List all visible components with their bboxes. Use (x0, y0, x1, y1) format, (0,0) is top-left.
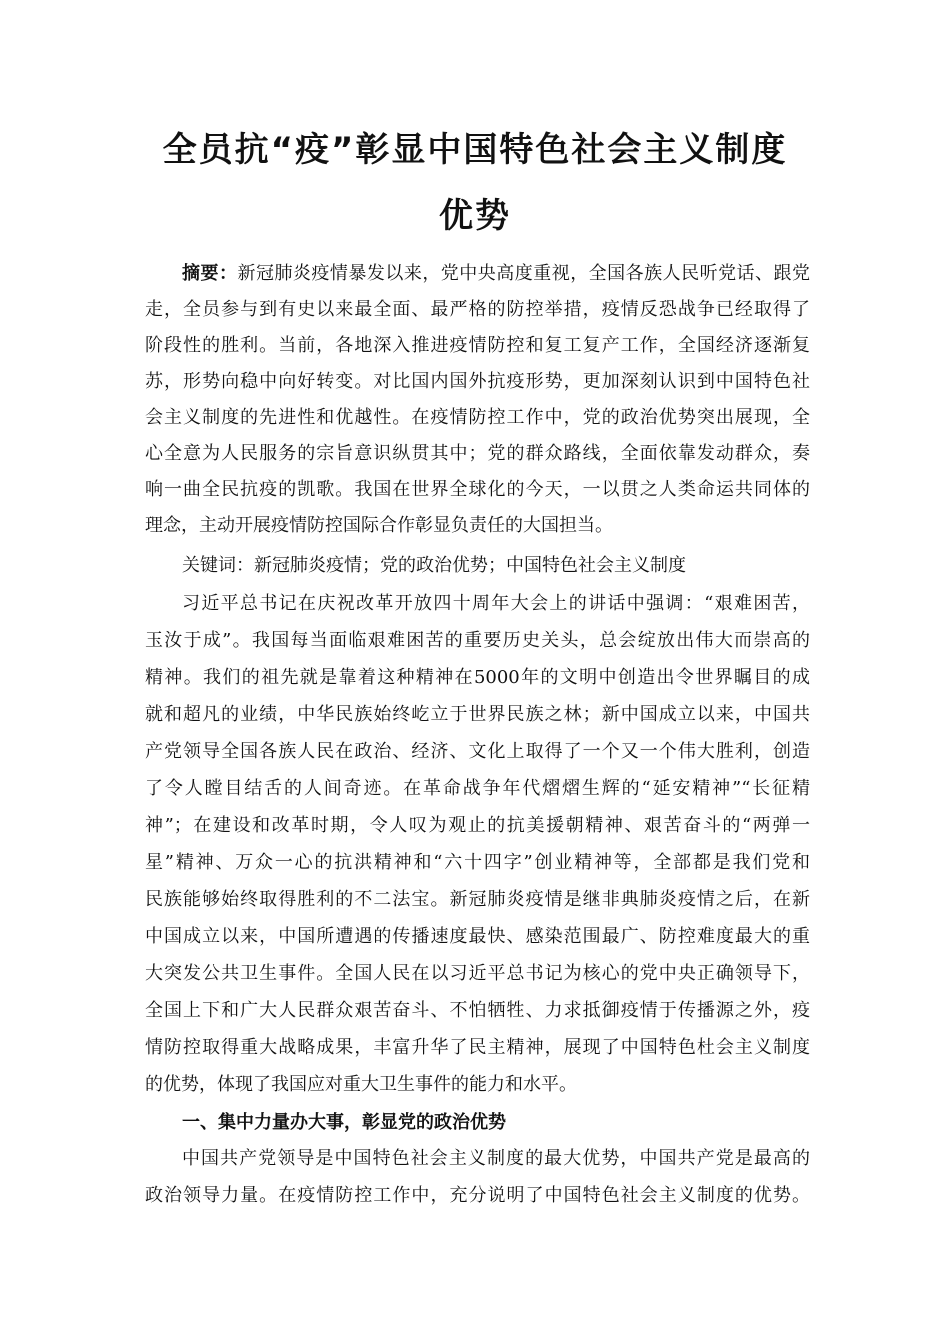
abstract-line: 走，全员参与到有史以来最全面、最严格的防控举措，疫情反恐战争已经取得了 (145, 299, 810, 320)
abstract-line: 阶段性的胜利。当前，各地深入推进疫情防控和复工复产工作，全国经济逐渐复 (145, 335, 810, 356)
body-line: 情防控取得重大战略成果，丰富升华了民主精神，展现了中国特色杜会主义制度 (145, 1037, 810, 1058)
body-line: 产党领导全国各族人民在政治、经济、文化上取得了一个又一个伟大胜利，创造 (145, 741, 810, 762)
abstract-label: 摘要： (182, 263, 238, 284)
body-line: 神”；在建设和改革时期，令人叹为观止的抗美援朝精神、艰苦奋斗的“两弹一 (145, 815, 810, 836)
body-line: 了令人瞠目结舌的人间奇迹。在革命战争年代熠熠生辉的“延安精神”“长征精 (145, 778, 810, 799)
body-line: 的优势，体现了我国应对重大卫生事件的能力和水平。 (145, 1074, 577, 1095)
abstract-line: 响一曲全民抗疫的凯歌。我国在世界全球化的今天，一以贯之人类命运共同体的 (145, 479, 810, 500)
title-line-2: 优势 (439, 196, 511, 236)
body-line: 民族能够始终取得胜利的不二法宝。新冠肺炎疫情是继非典肺炎疫情之后，在新 (145, 889, 810, 910)
keywords-line (182, 548, 810, 584)
body-line: 精神。我们的祖先就是靠着这种精神在5000年的文明中创造出令世界瞩目的成 (145, 667, 810, 688)
abstract-line (182, 256, 810, 292)
abstract-line: 心全意为人民服务的宗旨意识纵贯其中；党的群众路线，全面依靠发动群众，奏 (145, 443, 810, 464)
keywords-text: 新冠肺炎疫情；党的政治优势；中国特色社会主义制度 (254, 555, 686, 576)
body-line: 大突发公共卫生事件。全国人民在以习近平总书记为核心的党中央正确领导下， (145, 963, 810, 984)
abstract-text: 新冠肺炎疫情暴发以来，党中央高度重视，全国各族人民听党话、跟党 (237, 263, 810, 284)
body-line: 中国成立以来，中国所遭遇的传播速度最快、感染范围最广、防控难度最大的重 (145, 926, 810, 947)
title-line-1: 全员抗“疫”彰显中国特色社会主义制度 (162, 130, 788, 170)
body-line: 习近平总书记在庆祝改革开放四十周年大会上的讲话中强调：“艰难困苦， (182, 593, 810, 614)
section-line: 政治领导力量。在疫情防控工作中，充分说明了中国特色社会主义制度的优势。 (145, 1185, 810, 1206)
abstract-line: 苏，形势向稳中向好转变。对比国内国外抗疫形势，更加深刻认识到中国特色社 (145, 371, 810, 392)
body-line: 就和超凡的业绩，中华民族始终屹立于世界民族之林；新中国成立以来，中国共 (145, 704, 810, 725)
abstract-line: 会主义制度的先进性和优越性。在疫情防控工作中，党的政治优势突出展现，全 (145, 407, 810, 428)
body-line: 玉汝于成”。我国每当面临艰难困苦的重要历史关头，总会绽放出伟大而崇高的 (145, 630, 810, 651)
abstract-line: 理念，主动开展疫情防控国际合作彰显负责任的大国担当。 (145, 515, 613, 536)
body-line: 全国上下和广大人民群众艰苦奋斗、不怕牺牲、力求抵御疫情于传播源之外，疫 (145, 1000, 810, 1021)
section-heading: 一、集中力量办大事，彰显党的政治优势 (182, 1112, 506, 1133)
keywords-label: 关键词： (182, 555, 254, 576)
body-line: 星”精神、万众一心的抗洪精神和“六十四字”创业精神等，全部都是我们党和 (145, 852, 810, 873)
section-line: 中国共产党领导是中国特色社会主义制度的最大优势，中国共产党是最高的 (182, 1148, 810, 1169)
